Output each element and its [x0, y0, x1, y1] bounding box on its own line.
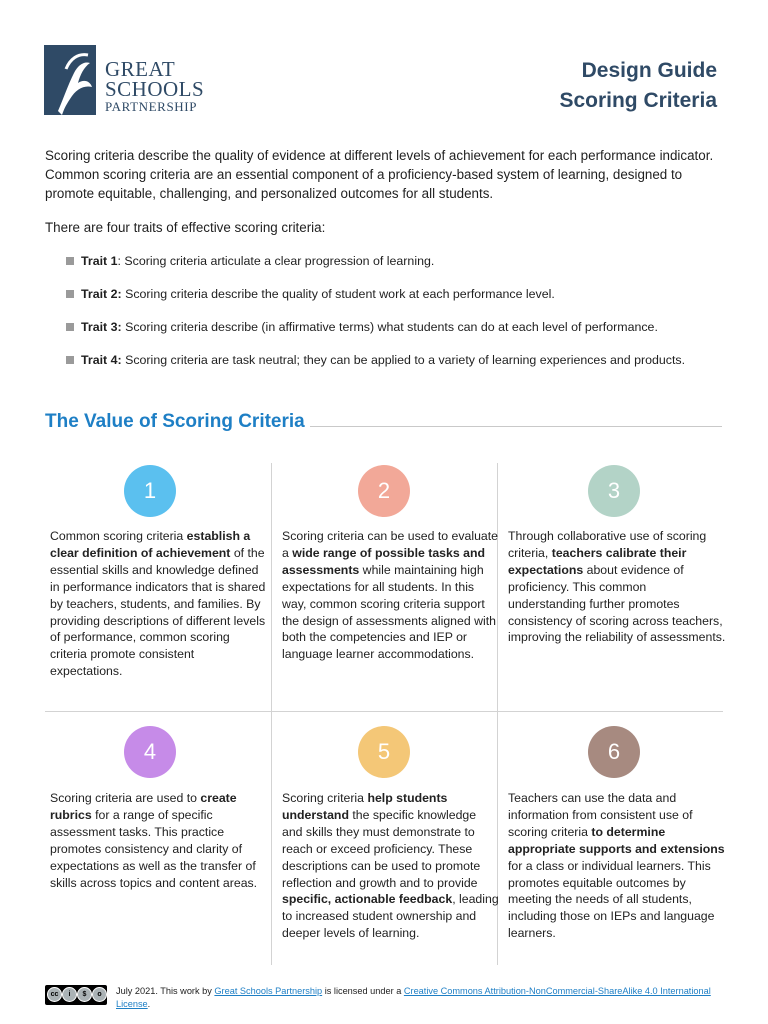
- logo: [44, 45, 224, 117]
- trait-text: Scoring criteria describe the quality of student work at each performance level.: [121, 287, 555, 301]
- logo-line-3: PARTNERSHIP: [105, 99, 198, 114]
- trait-item: [66, 286, 716, 303]
- value-card-run: Scoring criteria are used to: [50, 791, 201, 805]
- value-card-emphasis: establish a clear definition of achievement: [50, 529, 251, 560]
- trait-label: Trait 1: [81, 254, 118, 268]
- value-card-run: Through collaborative use of scoring criteria,: [508, 529, 707, 560]
- bullet-square-icon: [66, 356, 74, 364]
- license-text-pre: July 2021. This work by: [116, 986, 215, 996]
- number-badge: 3: [588, 465, 640, 517]
- value-card-2: [282, 463, 502, 711]
- value-card-run: , leading to increased student ownership and deeper levels of learning.: [282, 892, 499, 941]
- cc-icon: cc: [47, 987, 62, 1002]
- cc-by-icon: i: [62, 987, 77, 1002]
- value-card-text: [282, 790, 500, 942]
- number-badge: 5: [358, 726, 410, 778]
- value-card-run: for a class or individual learners. This promotes equitable outcomes by meeting the needs of all students, including those on IEPs and language learners.: [508, 858, 715, 941]
- creative-commons-badge-icon[interactable]: [45, 985, 107, 1005]
- value-card-5: [282, 711, 502, 965]
- trait-label: Trait 2:: [81, 287, 122, 301]
- trait-text: Scoring criteria are task neutral; they can be applied to a variety of learning experiences and products.: [121, 353, 686, 367]
- number-badge: 4: [124, 726, 176, 778]
- bullet-square-icon: [66, 323, 74, 331]
- intro-paragraph: Scoring criteria describe the quality of evidence at different levels of achievement for each performance indicator. Common scoring criteria are an essential component of a proficiency-based system of learning, designed to promote equitable, challenging, and personalized outcomes for all students.: [45, 148, 714, 201]
- value-card-text: [50, 528, 268, 680]
- logo-line-1: GREAT: [105, 57, 176, 81]
- trait-item: [66, 253, 716, 270]
- section-title: The Value of Scoring Criteria: [45, 411, 305, 432]
- grid-divider-vertical: [271, 463, 272, 965]
- value-card-4: [50, 711, 270, 965]
- value-card-emphasis: teachers calibrate their expectations: [508, 545, 687, 577]
- traits-list: [66, 253, 716, 385]
- license-text-post: .: [147, 999, 151, 1009]
- value-card-run: Teachers can use the data and information from consistent use of scoring criteria: [508, 791, 693, 839]
- value-card-emphasis: help students understand: [282, 791, 448, 822]
- number-badge: 2: [358, 465, 410, 517]
- value-card-emphasis: to determine appropriate supports and extensions: [508, 824, 725, 856]
- bullet-square-icon: [66, 257, 74, 265]
- value-grid: [45, 463, 726, 965]
- value-card-run: Scoring criteria can be used to evaluate a: [282, 529, 499, 560]
- value-card-3: [508, 463, 728, 711]
- value-card-emphasis: create rubrics: [50, 791, 237, 822]
- document-title-line-2: Scoring Criteria: [559, 89, 717, 112]
- number-badge: 6: [588, 726, 640, 778]
- logo-line-2: SCHOOLS: [105, 77, 205, 101]
- section-divider: [310, 426, 722, 427]
- trait-item: [66, 352, 716, 369]
- trait-text: Scoring criteria describe (in affirmative terms) what students can do at each level of performance.: [121, 320, 658, 334]
- document-title: [559, 56, 717, 116]
- value-card-run: Scoring criteria: [282, 791, 368, 805]
- trait-text: : Scoring criteria articulate a clear progression of learning.: [117, 254, 435, 268]
- logo-wordmark: [105, 59, 204, 114]
- license-text-mid: is licensed under a: [322, 986, 404, 996]
- trait-label: Trait 4:: [81, 353, 122, 367]
- document-title-line-1: Design Guide: [581, 59, 717, 82]
- cc-sa-icon: o: [92, 987, 107, 1002]
- value-card-text: [508, 528, 726, 646]
- logo-mark-icon: [44, 45, 96, 115]
- value-card-run: the specific knowledge and skills they must demonstrate to reach or exceed proficiency. These descriptions can be used to promote reflection and growth and to provide: [282, 807, 481, 890]
- license-notice: [116, 985, 716, 1011]
- value-card-emphasis: specific, actionable feedback: [282, 892, 453, 907]
- value-card-run: Common scoring criteria: [50, 529, 187, 543]
- value-card-text: [508, 790, 726, 942]
- value-card-1: [50, 463, 270, 711]
- bullet-square-icon: [66, 290, 74, 298]
- cc-nc-icon: $: [77, 987, 92, 1002]
- value-card-run: about evidence of proficiency. This common understanding further promotes consistency of scoring across teachers, improving the reliability of assessments.: [508, 562, 726, 645]
- value-card-text: [282, 528, 500, 663]
- value-card-run: of the essential skills and knowledge defined in performance indicators that is shared by teachers, students, and families. By providing descriptions of different levels of performance, common scoring criteria promote consistent expectations.: [50, 545, 266, 679]
- trait-item: [66, 319, 716, 336]
- license-link[interactable]: Creative Commons Attribution-NonCommercial-ShareAlike 4.0 International License: [116, 986, 711, 1009]
- traits-lead: There are four traits of effective scoring criteria:: [45, 220, 326, 235]
- trait-label: Trait 3:: [81, 320, 122, 334]
- value-card-6: [508, 711, 728, 965]
- number-badge: 1: [124, 465, 176, 517]
- value-card-text: [50, 790, 268, 891]
- value-card-run: for a range of specific assessment tasks. This practice promotes consistency and clarity of expectations as well as the transfer of skills across topics and content areas.: [50, 807, 258, 890]
- value-card-emphasis: wide range of possible tasks and assessments: [282, 545, 485, 577]
- gsp-link[interactable]: Great Schools Partnership: [214, 986, 323, 996]
- value-card-run: while maintaining high expectations for all students. In this way, common scoring criteria support the design of assessments aligned with both the competencies and IEP or language learner accommodations.: [282, 562, 496, 662]
